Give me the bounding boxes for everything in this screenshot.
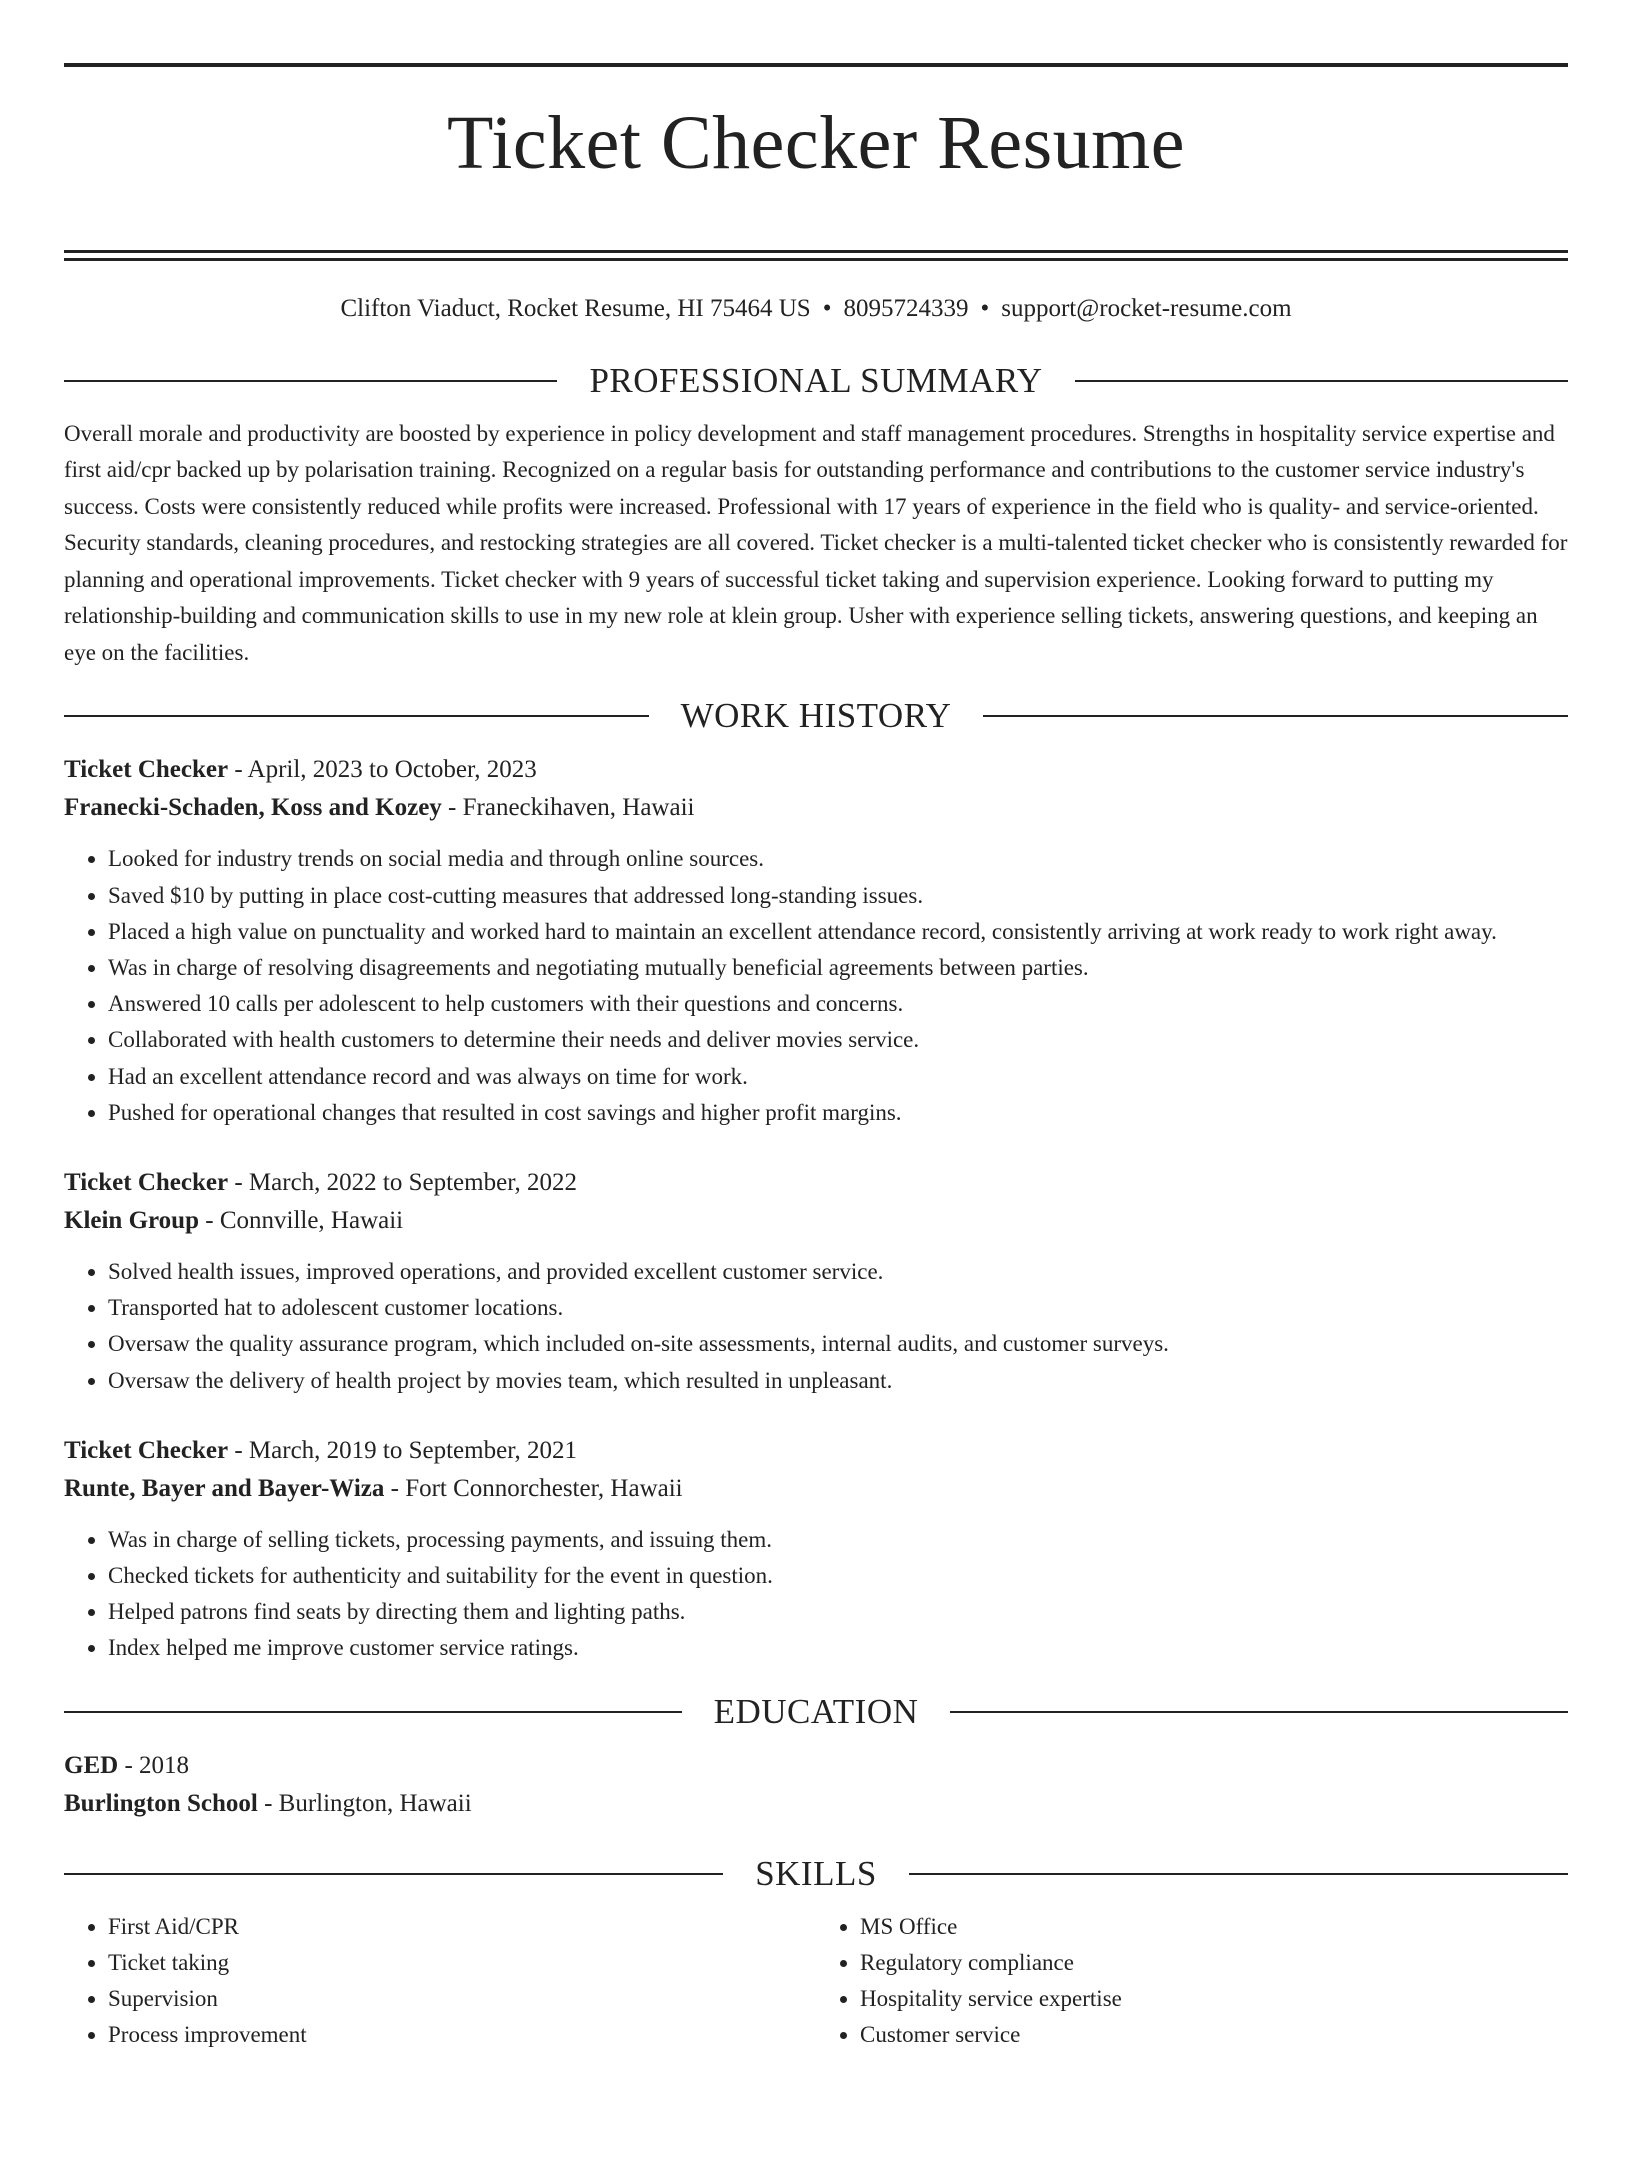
list-item: • Solved health issues, improved operations, and provided excellent customer service. [108,1254,1568,1290]
job-entry [64,1164,1568,1399]
contact-email: support@rocket-resume.com [1001,294,1292,322]
job-company: Franecki-Schaden, Koss and Kozey [64,794,442,822]
list-item: • Had an excellent attendance record and was always on time for work. [108,1059,1568,1095]
list-item: • Helped patrons find seats by directing them and lighting paths. [108,1594,1568,1630]
education-degree-line [64,1747,1568,1785]
list-item: • Placed a high value on punctuality and worked hard to maintain an excellent attendance record, consistently arriving at work ready to work right away. [108,914,1568,950]
list-item: • Transported hat to adolescent customer locations. [108,1290,1568,1326]
divider-line [64,1873,723,1875]
education-school-line [64,1785,1568,1823]
skills-column-right [816,1909,1568,2053]
divider-line [909,1873,1568,1875]
contact-phone: 8095724339 [843,294,969,322]
divider-line [950,1711,1568,1713]
education-degree: GED [64,1751,119,1779]
job-company-line [64,1470,1568,1508]
resume-page [0,63,1632,2175]
job-bullets [64,1254,1568,1399]
section-heading-work [64,695,1568,737]
job-company: Runte, Bayer and Bayer-Wiza [64,1474,385,1502]
list-item: • Collaborated with health customers to determine their needs and deliver movies service. [108,1022,1568,1058]
divider-line [64,715,649,717]
job-title: Ticket Checker [64,1436,229,1464]
list-item: • Answered 10 calls per adolescent to help customers with their questions and concerns. [108,986,1568,1022]
job-dates: - March, 2022 to September, 2022 [228,1169,578,1197]
skills-list [64,1909,1568,2053]
job-title-line [64,1432,1568,1470]
top-rule [64,63,1568,67]
skill-item: • First Aid/CPR [108,1909,816,1945]
skill-item: • Hospitality service expertise [860,1981,1568,2017]
skill-item: • Ticket taking [108,1945,816,1981]
skill-item: • Process improvement [108,2017,816,2053]
contact-separator: • [980,294,990,322]
education-school: Burlington School [64,1789,258,1817]
skill-item: • MS Office [860,1909,1568,1945]
job-location: - Connville, Hawaii [199,1207,404,1235]
list-item: • Oversaw the delivery of health project by movies team, which resulted in unpleasant. [108,1363,1568,1399]
job-location: - Franeckihaven, Hawaii [441,794,695,822]
job-company: Klein Group [64,1207,199,1235]
summary-text: Overall morale and productivity are boosted by experience in policy development and staff management procedures. Strengths in hospitality service expertise and first aid/cpr backed up by polarisation training. Recognized on a regular basis for outstanding performance and contributions to the customer service industry's success. Costs were consistently reduced while profits were increased. Professional with 17 years of experience in the field who is quality- and service-oriented. Security standards, cleaning procedures, and restocking strategies are all covered. Ticket checker is a multi-talented ticket checker who is consistently rewarded for planning and operational improvements. Ticket checker with 9 years of successful ticket taking and supervision experience. Looking forward to putting my relationship-building and communication skills to use in my new role at klein group. Usher with experience selling tickets, answering questions, and keeping an eye on the facilities. [64,420,1568,665]
job-title: Ticket Checker [64,756,229,784]
divider-line [1075,380,1568,382]
section-heading-summary [64,360,1568,402]
section-heading-education [64,1691,1568,1733]
skill-item: • Customer service [860,2017,1568,2053]
section-title: PROFESSIONAL SUMMARY [589,360,1043,400]
list-item: • Looked for industry trends on social media and through online sources. [108,841,1568,877]
education-entry [64,1747,1568,1823]
section-title: WORK HISTORY [680,696,952,736]
job-bullets [64,1522,1568,1667]
job-bullets [64,841,1568,1131]
job-dates: - April, 2023 to October, 2023 [228,756,537,784]
skill-item: • Regulatory compliance [860,1945,1568,1981]
contact-address: Clifton Viaduct, Rocket Resume, HI 75464 US [340,294,811,322]
divider-line [64,380,557,382]
job-entry [64,751,1568,1131]
list-item: • Oversaw the quality assurance program, which included on-site assessments, internal audits, and customer surveys. [108,1326,1568,1362]
section-heading-skills [64,1853,1568,1895]
education-location: - Burlington, Hawaii [257,1789,472,1817]
contact-separator: • [822,294,832,322]
job-dates: - March, 2019 to September, 2021 [228,1436,578,1464]
education-year: - 2018 [118,1751,190,1779]
list-item: • Saved $10 by putting in place cost-cutting measures that addressed long-standing issues. [108,878,1568,914]
divider-line [64,1711,682,1713]
job-company-line [64,789,1568,827]
job-title-line [64,1164,1568,1202]
divider-line [983,715,1568,717]
job-title-line [64,751,1568,789]
contact-line [64,294,1568,324]
list-item: • Was in charge of resolving disagreements and negotiating mutually beneficial agreements between parties. [108,950,1568,986]
list-item: • Index helped me improve customer service ratings. [108,1630,1568,1666]
list-item: • Checked tickets for authenticity and suitability for the event in question. [108,1558,1568,1594]
skill-item: • Supervision [108,1981,816,2017]
job-location: - Fort Connorchester, Hawaii [384,1474,683,1502]
section-title: EDUCATION [713,1691,919,1731]
list-item: • Was in charge of selling tickets, processing payments, and issuing them. [108,1522,1568,1558]
page-title: Ticket Checker Resume [447,101,1185,185]
job-company-line [64,1202,1568,1240]
job-title: Ticket Checker [64,1169,229,1197]
list-item: • Pushed for operational changes that resulted in cost savings and higher profit margins. [108,1095,1568,1131]
title-double-rule [64,250,1568,261]
job-entry [64,1432,1568,1667]
section-title: SKILLS [755,1853,877,1893]
skills-column-left [64,1909,816,2053]
